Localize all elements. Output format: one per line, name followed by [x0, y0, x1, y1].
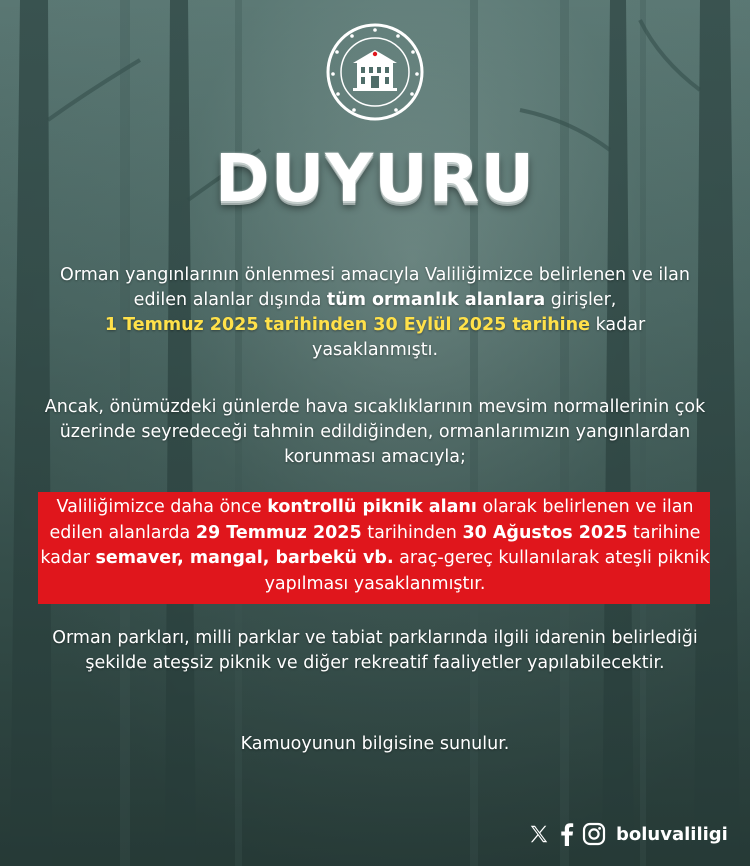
paragraph-text: Orman yangınlarının önlenmesi amacıyla Valiliğimizce belirlenen ve ilan edilen alanlar dışında — [60, 265, 690, 310]
social-links — [528, 817, 728, 851]
x-icon[interactable] — [528, 823, 550, 845]
paragraph-picnic-ban — [40, 495, 710, 597]
paragraph-parks-allowed: Orman parkları, milli parklar ve tabiat parklarında ilgili idarenin belirlediği şekilde ateşsiz piknik ve diğer rekreatif faaliyetler yapılabilecektir. — [52, 628, 698, 673]
highlighted-date-range: 1 Temmuz 2025 tarihinden 30 Eylül 2025 tarihine — [104, 315, 591, 335]
facebook-icon[interactable] — [556, 822, 576, 846]
social-handle[interactable]: boluvaliligi — [616, 823, 728, 845]
paragraph-text: araç-gereç kullanılarak ateşli piknik yapılması yasaklanmıştır. — [264, 548, 710, 594]
paragraph-text: girişler, — [545, 290, 617, 310]
paragraph-heat-warning: Ancak, önümüzdeki günlerde hava sıcaklıklarının mevsim normallerinin çok üzerinde seyredeceği tahmin edildiğinden, ormanlarımızın yangınlardan korunması amacıyla; — [44, 397, 706, 467]
paragraph-bold-date: 29 Temmuz 2025 — [195, 522, 362, 543]
paragraph-bold-text: kontrollü piknik alanı — [267, 497, 477, 517]
paragraph-text: Valiliğimizce daha önce — [56, 497, 268, 517]
paragraph-text: tarihine kadar — [40, 522, 701, 568]
paragraph-text: olarak belirlenen ve ilan edilen alanlarda — [49, 497, 694, 543]
paragraph-closing: Kamuoyunun bilgisine sunulur. — [240, 734, 510, 754]
paragraph-text: tarihinden — [361, 522, 463, 543]
paragraph-text: kadar yasaklanmıştı. — [311, 315, 646, 360]
paragraph-bold-text: tüm ormanlık alanlara — [326, 290, 546, 310]
paragraph-forest-entry-ban — [40, 263, 710, 363]
paragraph-bold-text: semaver, mangal, barbekü vb. — [95, 548, 394, 568]
page-title: DUYURU — [214, 140, 536, 217]
paragraph-bold-date: 30 Ağustos 2025 — [462, 522, 628, 543]
governorship-seal-icon — [325, 22, 425, 122]
instagram-icon[interactable] — [582, 822, 606, 846]
